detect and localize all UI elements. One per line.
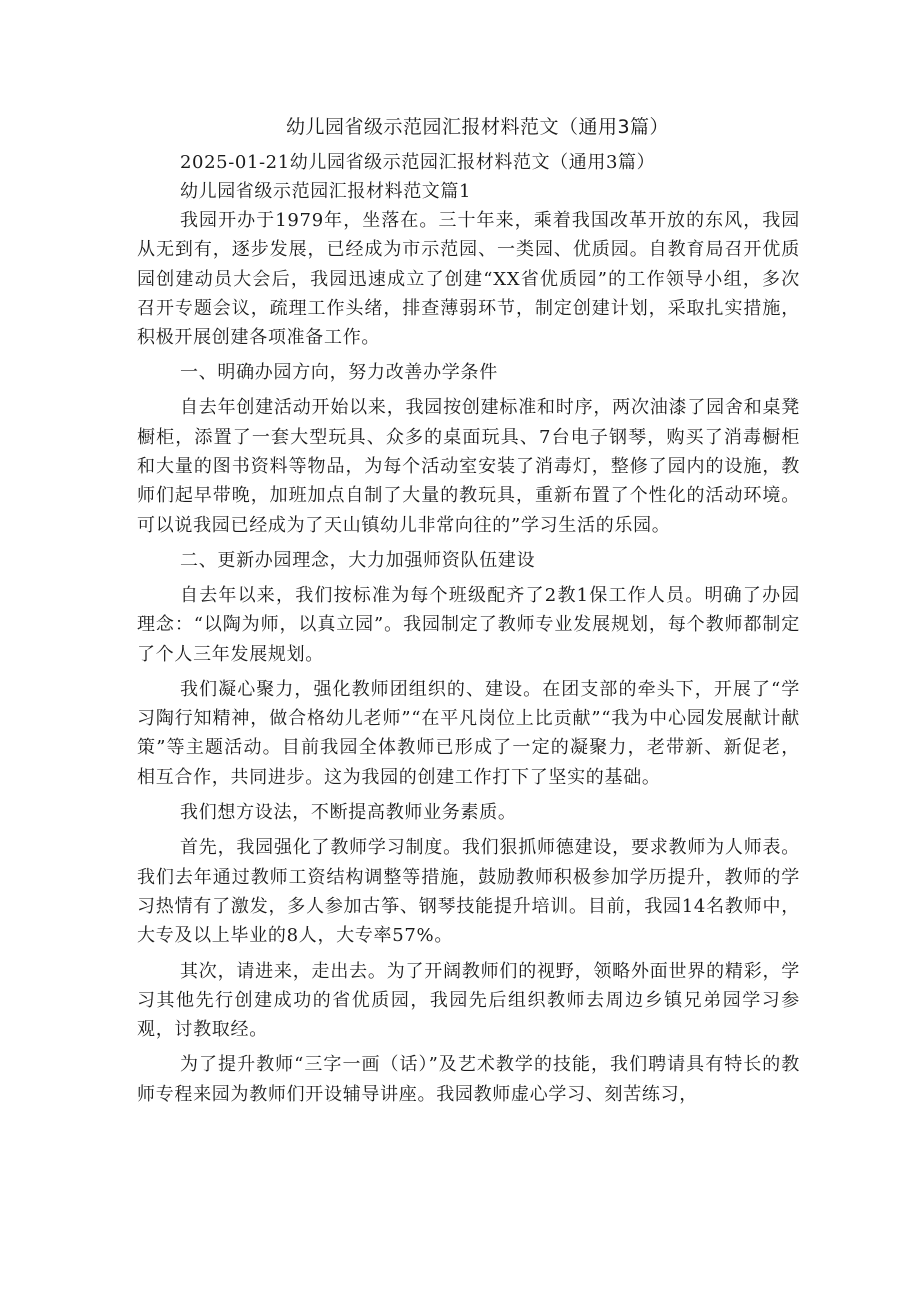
- paragraph-staffing: 自去年以来，我们按标准为每个班级配齐了2教1保工作人员。明确了办园理念：“以陶为师，以真立园”。我园制定了教师专业发展规划，每个教师都制定了个人三年发展规划。: [137, 584, 800, 665]
- paragraph-quality: 我们想方设法，不断提高教师业务素质。: [180, 802, 517, 824]
- date-line: 2025-01-21幼儿园省级示范园汇报材料范文（通用3篇）: [180, 152, 656, 173]
- heading-philosophy: 二、更新办园理念，大力加强师资队伍建设: [180, 549, 536, 571]
- paragraph-conditions: 自去年创建活动开始以来，我园按创建标准和时序，两次油漆了园舍和桌凳橱柜，添置了一套大型玩具、众多的桌面玩具、7台电子钢琴，购买了消毒橱柜和大量的图书资料等物品，为每个活动室安装了消毒灯，整修了园内的设施，教师们起早带晚，加班加点自制了大量的教玩具，重新布置了个性化的活动环境。可以说我园已经成为了天山镇幼儿非常向往的”学习生活的乐园。: [137, 397, 800, 536]
- heading-direction: 一、明确办园方向，努力改善办学条件: [180, 362, 498, 384]
- paragraph-cohesion: 我们凝心聚力，强化教师团组织的、建设。在团支部的牵头下，开展了“学习陶行知精神，做合格幼儿老师”“在平凡岗位上比贡献”“我为中心园发展献计献策”等主题活动。目前我园全体教师已形成了一定的凝聚力，老带新、新促老，相互合作，共同进步。这为我园的创建工作打下了坚实的基础。: [137, 678, 800, 788]
- paragraph-intro: 我园开办于1979年，坐落在。三十年来，乘着我国改革开放的东风，我园从无到有，逐步发展，已经成为市示范园、一类园、优质园。自教育局召开优质园创建动员大会后，我园迅速成立了创建“XX省优质园”的工作领导小组，多次召开专题会议，疏理工作头绪，排查薄弱环节，制定创建计划，采取扎实措施，积极开展创建各项准备工作。: [137, 210, 800, 349]
- paragraph-first: 首先，我园强化了教师学习制度。我们狠抓师德建设，要求教师为人师表。我们去年通过教师工资结构调整等措施，鼓励教师积极参加学历提升，教师的学习热情有了激发，多人参加古筝、钢琴技能提升培训。目前，我园14名教师中，大专及以上毕业的8人，大专率57%。: [137, 837, 800, 947]
- paragraph-second: 其次，请进来，走出去。为了开阔教师们的视野，领略外面世界的精彩，学习其他先行创建成功的省优质园，我园先后组织教师去周边乡镇兄弟园学习参观，讨教取经。: [137, 960, 800, 1041]
- paragraph-skills: 为了提升教师“三字一画（话）”及艺术教学的技能，我们聘请具有特长的教师专程来园为教师们开设辅导讲座。我园教师虚心学习、刻苦练习，: [137, 1054, 800, 1105]
- section-subtitle: 幼儿园省级示范园汇报材料范文篇1: [180, 181, 472, 202]
- document-title: 幼儿园省级示范园汇报材料范文（通用3篇）: [285, 116, 670, 138]
